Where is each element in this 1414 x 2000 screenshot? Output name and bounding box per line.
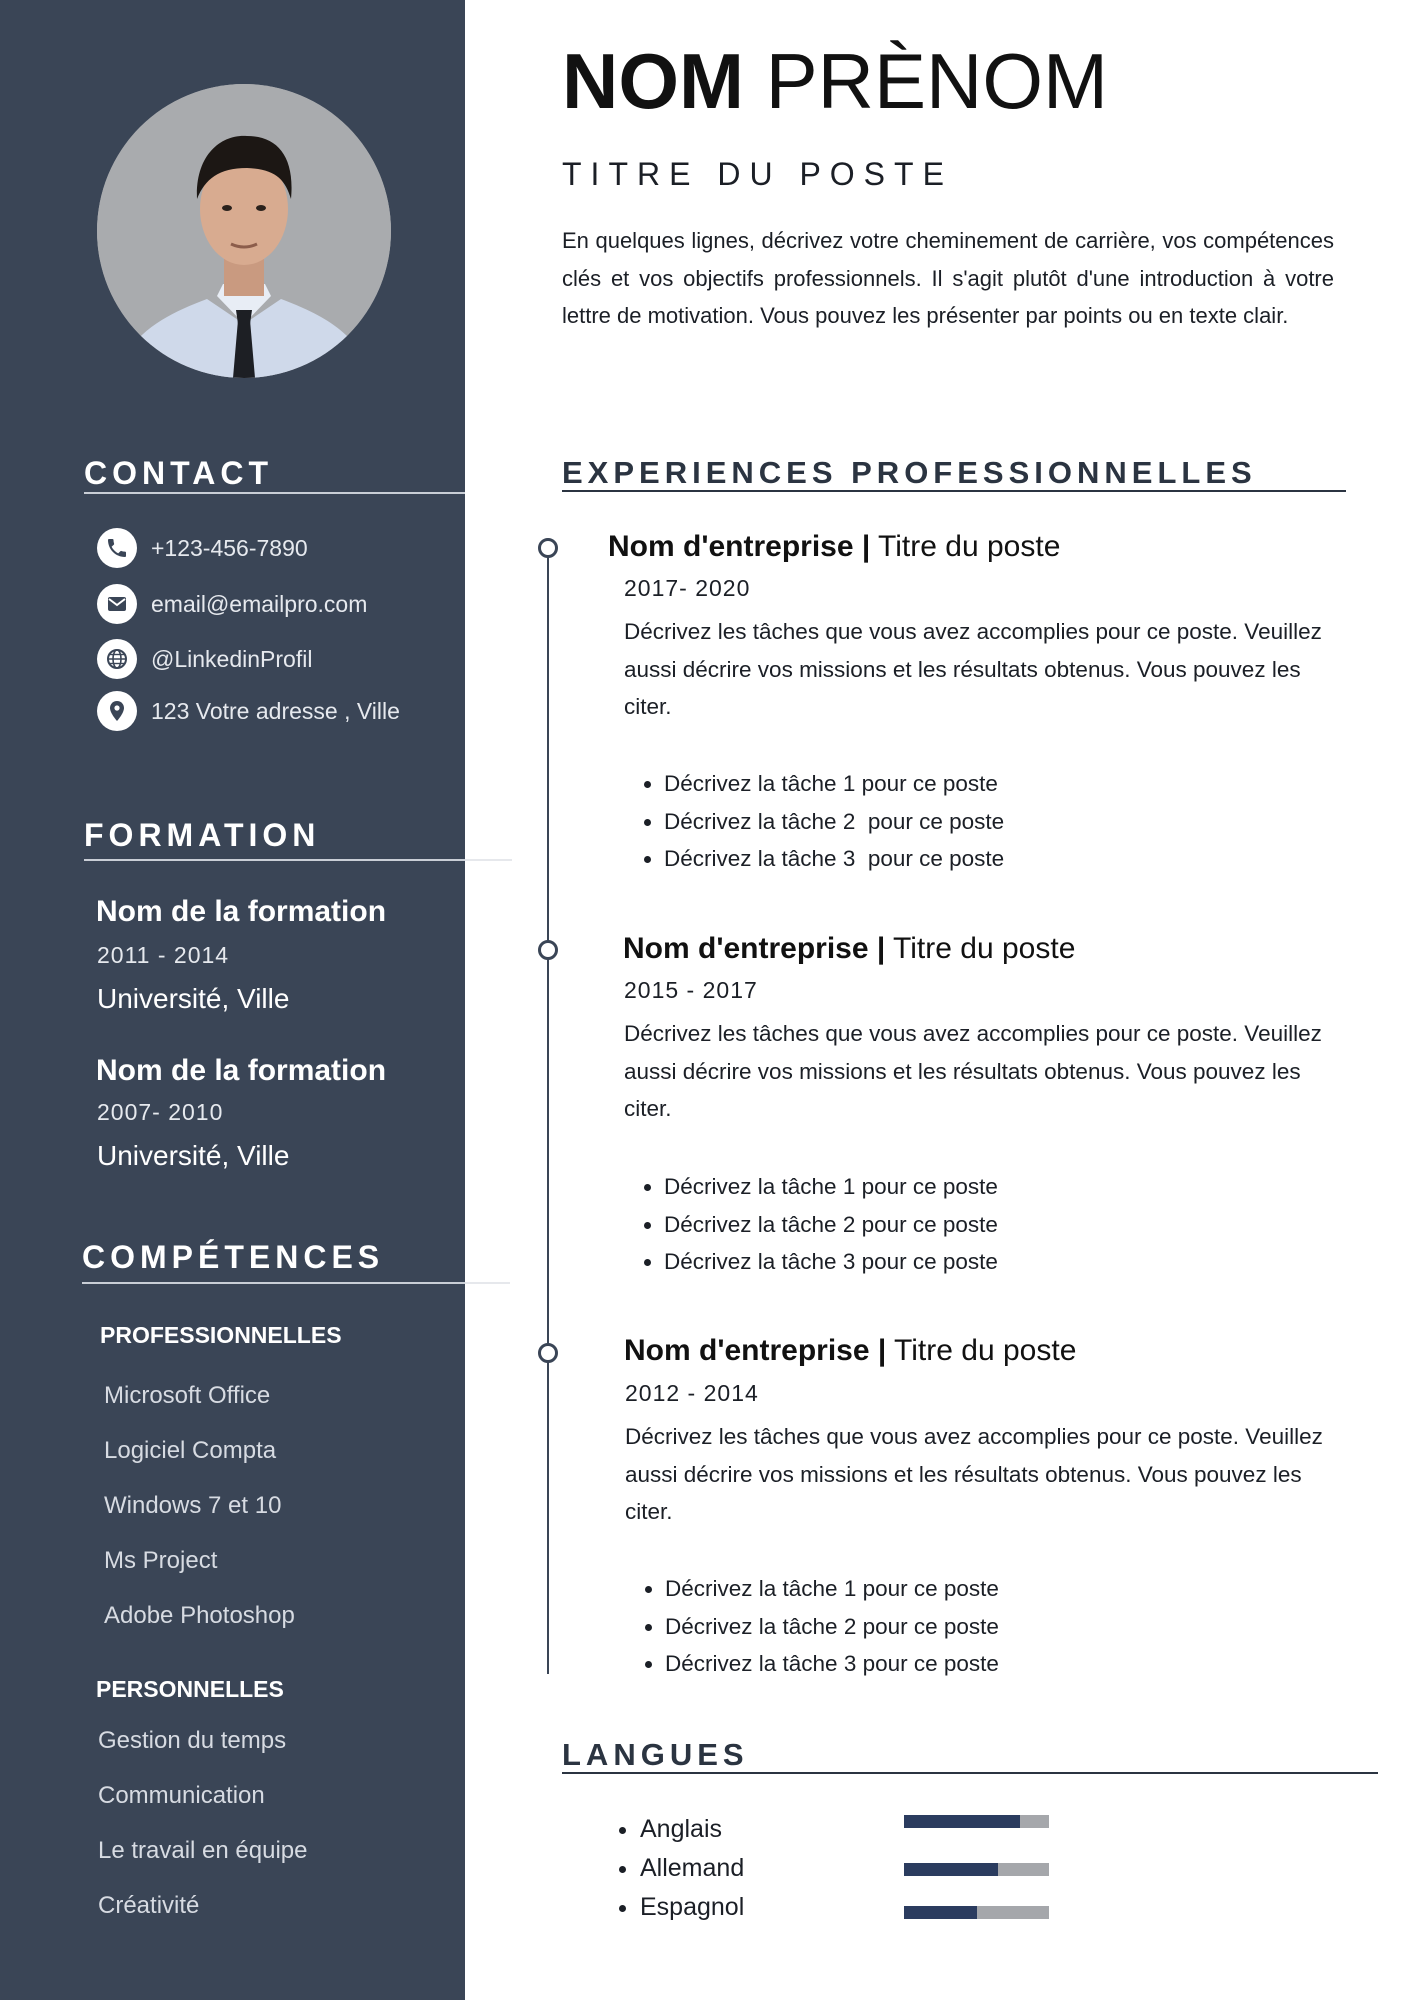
task-item: • Décrivez la tâche 1 pour ce poste <box>664 1168 998 1206</box>
skill-pro-item: Ms Project <box>104 1547 218 1574</box>
skill-pro-item: Microsoft Office <box>104 1382 271 1409</box>
language-list <box>610 1810 744 1927</box>
job-tasks-2 <box>624 1168 998 1281</box>
profile-photo <box>97 84 391 378</box>
language-item: • Anglais <box>640 1810 744 1849</box>
timeline-dot <box>538 940 558 960</box>
contact-phone <box>97 527 308 569</box>
formation-divider <box>84 859 465 861</box>
task-item: • Décrivez la tâche 2 pour ce poste <box>664 803 1004 841</box>
task-item: • Décrivez la tâche 3 pour ce poste <box>664 840 1004 878</box>
contact-divider <box>84 492 465 494</box>
phone-icon <box>97 528 137 568</box>
language-level-bar <box>904 1906 1049 1919</box>
contact-address <box>97 690 400 732</box>
skill-pro-item: Logiciel Compta <box>104 1437 277 1464</box>
task-item: • Décrivez la tâche 2 pour ce poste <box>664 1206 998 1244</box>
competences-divider <box>82 1282 465 1284</box>
language-level-bar <box>904 1863 1049 1876</box>
task-item: • Décrivez la tâche 3 pour ce poste <box>665 1645 999 1683</box>
job-heading-2 <box>623 932 1075 966</box>
timeline-dot <box>538 1343 558 1363</box>
job-heading-3 <box>624 1334 1076 1368</box>
task-item: • Décrivez la tâche 3 pour ce poste <box>664 1243 998 1281</box>
formation-school-1: Université, Ville <box>97 983 290 1014</box>
task-item: • Décrivez la tâche 2 pour ce poste <box>665 1608 999 1646</box>
last-name: NOM <box>562 37 744 125</box>
skill-pro-item: Windows 7 et 10 <box>104 1492 282 1519</box>
timeline-dot <box>538 538 558 558</box>
formation-title-1: Nom de la formation <box>96 895 387 928</box>
contact-heading: CONTACT <box>84 455 274 491</box>
job-dates-3: 2012 - 2014 <box>625 1380 759 1406</box>
company-name: Nom d'entreprise | <box>623 932 886 965</box>
competences-divider-extension <box>465 1282 510 1284</box>
globe-icon <box>97 639 137 679</box>
langues-divider <box>562 1772 1378 1774</box>
competences-heading: COMPÉTENCES <box>82 1239 385 1275</box>
job-description-2: Décrivez les tâches que vous avez accomplies pour ce poste. Veuillez aussi décrire vos missions et les résultats obtenus. Vous pouvez les citer. <box>624 1021 1322 1121</box>
contact-linkedin <box>97 638 312 680</box>
language-level-fill <box>904 1906 977 1919</box>
skill-perso-item: Le travail en équipe <box>98 1837 308 1864</box>
job-tasks-3 <box>625 1570 999 1683</box>
skill-perso-item: Créativité <box>98 1892 200 1919</box>
company-name: Nom d'entreprise | <box>624 1334 887 1367</box>
job-description-1: Décrivez les tâches que vous avez accomplies pour ce poste. Veuillez aussi décrire vos missions et les résultats obtenus. Vous pouvez les citer. <box>624 619 1322 719</box>
phone-text[interactable]: +123-456-7890 <box>151 534 308 561</box>
task-item: • Décrivez la tâche 1 pour ce poste <box>665 1570 999 1608</box>
language-item: • Espagnol <box>640 1888 744 1927</box>
location-pin-icon <box>97 691 137 731</box>
task-item: • Décrivez la tâche 1 pour ce poste <box>664 765 1004 803</box>
formation-dates-1: 2011 - 2014 <box>97 942 230 968</box>
job-tasks-1 <box>624 765 1004 878</box>
skill-pro-item: Adobe Photoshop <box>104 1602 295 1629</box>
first-name: PRÈNOM <box>765 37 1109 125</box>
language-level-fill <box>904 1863 998 1876</box>
formation-divider-extension <box>465 859 512 861</box>
skill-perso-item: Gestion du temps <box>98 1727 287 1754</box>
portrait-image <box>97 84 391 378</box>
job-dates-2: 2015 - 2017 <box>624 977 758 1003</box>
language-item: • Allemand <box>640 1849 744 1888</box>
formation-dates-2: 2007- 2010 <box>97 1099 224 1125</box>
position-title: Titre du poste <box>886 1334 1077 1367</box>
skills-pro-heading: PROFESSIONNELLES <box>100 1322 342 1348</box>
email-text[interactable]: email@emailpro.com <box>151 590 368 617</box>
email-icon <box>97 584 137 624</box>
job-description-3: Décrivez les tâches que vous avez accomplies pour ce poste. Veuillez aussi décrire vos missions et les résultats obtenus. Vous pouvez les citer. <box>625 1424 1323 1524</box>
linkedin-text[interactable]: @LinkedinProfil <box>151 645 313 672</box>
skill-perso-item: Communication <box>98 1782 265 1809</box>
skills-perso-heading: PERSONNELLES <box>96 1676 284 1702</box>
langues-heading: LANGUES <box>562 1737 749 1772</box>
position-title: Titre du poste <box>885 932 1076 965</box>
job-dates-1: 2017- 2020 <box>624 575 751 601</box>
language-level-bar <box>904 1815 1049 1828</box>
experiences-heading: EXPERIENCES PROFESSIONNELLES <box>562 455 1257 490</box>
profile-summary: En quelques lignes, décrivez votre cheminement de carrière, vos compétences clés et vos objectifs professionnels. Il s'agit plutôt d'une introduction à votre lettre de motivation. Vous pouvez les présenter par points ou en texte clair. <box>562 228 1334 328</box>
experiences-divider <box>562 490 1346 492</box>
job-title: TITRE DU POSTE <box>562 156 953 192</box>
formation-title-2: Nom de la formation <box>96 1054 387 1087</box>
sidebar <box>0 0 465 2000</box>
contact-email <box>97 583 367 625</box>
company-name: Nom d'entreprise | <box>608 530 871 563</box>
formation-heading: FORMATION <box>84 817 321 853</box>
formation-school-2: Université, Ville <box>97 1140 290 1171</box>
language-level-fill <box>904 1815 1020 1828</box>
address-text: 123 Votre adresse , Ville <box>151 697 400 724</box>
job-heading-1 <box>608 530 1060 564</box>
experience-timeline <box>547 548 549 1674</box>
candidate-name <box>562 36 1108 127</box>
position-title: Titre du poste <box>870 530 1061 563</box>
